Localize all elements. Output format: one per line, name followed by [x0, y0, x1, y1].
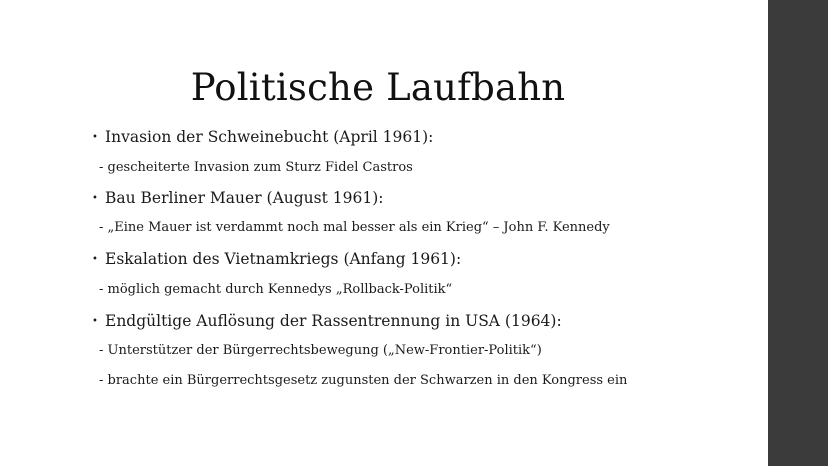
bullet-item-rassentrennung — [92, 312, 562, 330]
bullet-marker: • — [92, 254, 98, 265]
sub-item: - brachte ein Bürgerrechtsgesetz zugunsten der Schwarzen in den Kongress ein — [99, 373, 628, 388]
side-panel — [768, 0, 828, 466]
bullet-item-vietnamkrieg — [92, 250, 461, 268]
bullet-item-berliner-mauer — [92, 189, 383, 207]
bullet-text: Invasion der Schweinebucht (April 1961): — [105, 128, 434, 146]
slide-title: Politische Laufbahn — [190, 66, 566, 109]
sub-item: - möglich gemacht durch Kennedys „Rollback-Politik“ — [99, 282, 453, 297]
bullet-text: Eskalation des Vietnamkriegs (Anfang 1961): — [105, 250, 462, 268]
sub-item: - gescheiterte Invasion zum Sturz Fidel Castros — [99, 160, 413, 175]
bullet-item-schweinebucht — [92, 128, 433, 146]
bullet-marker: • — [92, 316, 98, 327]
sub-item: - „Eine Mauer ist verdammt noch mal besser als ein Krieg“ – John F. Kennedy — [99, 220, 610, 235]
bullet-text: Bau Berliner Mauer (August 1961): — [105, 189, 384, 207]
bullet-marker: • — [92, 132, 98, 143]
bullet-marker: • — [92, 193, 98, 204]
bullet-text: Endgültige Auflösung der Rassentrennung in USA (1964): — [105, 312, 562, 330]
sub-item: - Unterstützer der Bürgerrechtsbewegung („New-Frontier-Politik“) — [99, 343, 542, 358]
